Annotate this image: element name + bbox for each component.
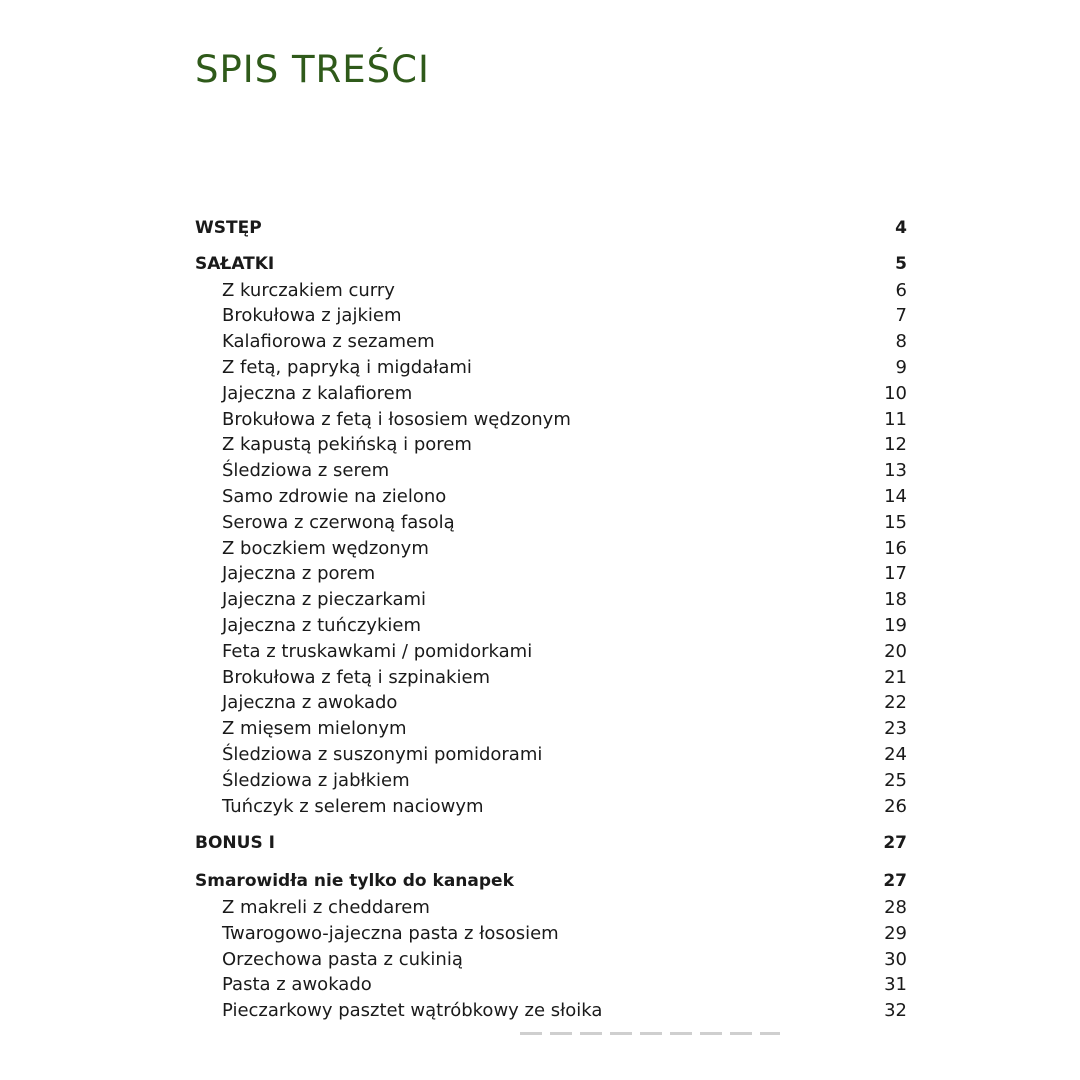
toc-spacer	[195, 857, 907, 869]
toc-entry[interactable]	[195, 613, 907, 639]
toc-page-number: 24	[884, 743, 907, 765]
toc-page-number: 27	[883, 871, 907, 892]
toc-entry[interactable]	[195, 278, 907, 304]
toc-section-entry[interactable]	[195, 216, 907, 242]
toc-entry[interactable]	[195, 303, 907, 329]
toc-section-entry[interactable]	[195, 869, 907, 895]
toc-page-number: 27	[883, 833, 907, 854]
toc-entry[interactable]	[195, 510, 907, 536]
toc-page-number: 12	[884, 434, 907, 456]
toc-entry[interactable]	[195, 484, 907, 510]
toc-entry[interactable]	[195, 536, 907, 562]
toc-page-number: 22	[884, 692, 907, 714]
toc-entry-label: Brokułowa z fetą i szpinakiem	[222, 666, 491, 688]
toc-section-entry[interactable]	[195, 252, 907, 278]
toc-entry[interactable]	[195, 794, 907, 820]
toc-page-number: 29	[884, 922, 907, 944]
toc-entry-label: Śledziowa z suszonymi pomidorami	[222, 743, 543, 765]
toc-entry[interactable]	[195, 458, 907, 484]
toc-entry-label: Jajeczna z porem	[222, 563, 376, 585]
toc-entry[interactable]	[195, 742, 907, 768]
toc-page-number: 20	[884, 640, 907, 662]
toc-entry[interactable]	[195, 998, 907, 1024]
toc-entry[interactable]	[195, 895, 907, 921]
toc-page-number: 10	[884, 382, 907, 404]
toc-entry[interactable]	[195, 947, 907, 973]
toc-page-number: 26	[884, 795, 907, 817]
toc-spacer	[195, 819, 907, 831]
toc-entry-label: BONUS I	[195, 833, 275, 854]
toc-entry[interactable]	[195, 639, 907, 665]
toc-entry-label: Jajeczna z awokado	[222, 692, 398, 714]
toc-page-number: 6	[895, 279, 907, 301]
toc-entry-label: Smarowidła nie tylko do kanapek	[195, 871, 514, 892]
toc-spacer	[195, 242, 907, 252]
toc-entry-label: Z makreli z cheddarem	[222, 896, 430, 918]
toc-entry-label: Z kurczakiem curry	[222, 279, 395, 301]
toc-entry-label: Pasta z awokado	[222, 974, 372, 996]
toc-page-number: 14	[884, 485, 907, 507]
toc-entry-label: Jajeczna z tuńczykiem	[222, 614, 421, 636]
toc-entry-label: Śledziowa z serem	[222, 460, 390, 482]
toc-page-number: 32	[884, 1000, 907, 1022]
toc-page-number: 25	[884, 769, 907, 791]
toc-page-number: 28	[884, 896, 907, 918]
toc-section-entry[interactable]	[195, 831, 907, 857]
toc-entry[interactable]	[195, 921, 907, 947]
toc-entry-label: Feta z truskawkami / pomidorkami	[222, 640, 533, 662]
toc-entry-label: Twarogowo-jajeczna pasta z łososiem	[222, 922, 559, 944]
toc-page-number: 11	[884, 408, 907, 430]
toc-entry-label: Brokułowa z fetą i łososiem wędzonym	[222, 408, 571, 430]
toc-page-number: 31	[884, 974, 907, 996]
toc-entry[interactable]	[195, 561, 907, 587]
toc-page-number: 8	[895, 331, 907, 353]
toc-page-number: 4	[895, 218, 907, 238]
toc-entry[interactable]	[195, 407, 907, 433]
toc-entry-label: Brokułowa z jajkiem	[222, 305, 402, 327]
toc-entry[interactable]	[195, 355, 907, 381]
toc-entry[interactable]	[195, 665, 907, 691]
toc-page-number: 30	[884, 948, 907, 970]
toc-entry[interactable]	[195, 972, 907, 998]
toc-entry[interactable]	[195, 381, 907, 407]
toc-entry-label: Tuńczyk z selerem naciowym	[222, 795, 484, 817]
toc-entry-label: WSTĘP	[195, 218, 262, 238]
toc-entry-label: SAŁATKI	[195, 253, 275, 274]
toc-entry-label: Jajeczna z pieczarkami	[222, 589, 427, 611]
toc-page-number: 17	[884, 563, 907, 585]
toc-page-number: 18	[884, 589, 907, 611]
toc-page-number: 7	[895, 305, 907, 327]
toc-page-number: 5	[895, 253, 907, 274]
toc-page-number: 16	[884, 537, 907, 559]
toc-page-number: 15	[884, 511, 907, 533]
toc-page-number: 23	[884, 718, 907, 740]
toc-entry-label: Pieczarkowy pasztet wątróbkowy ze słoika	[222, 1000, 603, 1022]
page-title: SPIS TREŚCI	[195, 48, 430, 91]
toc-page-number: 21	[884, 666, 907, 688]
table-of-contents	[195, 216, 907, 1024]
toc-entry-label: Orzechowa pasta z cukinią	[222, 948, 463, 970]
toc-entry-label: Śledziowa z jabłkiem	[222, 769, 410, 791]
toc-page-number: 19	[884, 614, 907, 636]
toc-entry[interactable]	[195, 768, 907, 794]
cut-off-text-fragment	[520, 1029, 780, 1037]
toc-page-number: 9	[895, 356, 907, 378]
toc-entry-label: Samo zdrowie na zielono	[222, 485, 447, 507]
toc-entry-label: Jajeczna z kalafiorem	[222, 382, 413, 404]
toc-entry-label: Z fetą, papryką i migdałami	[222, 356, 472, 378]
toc-entry-label: Z mięsem mielonym	[222, 718, 407, 740]
toc-entry[interactable]	[195, 587, 907, 613]
toc-entry-label: Serowa z czerwoną fasolą	[222, 511, 455, 533]
toc-page-number: 13	[884, 460, 907, 482]
toc-entry-label: Z boczkiem wędzonym	[222, 537, 429, 559]
toc-entry[interactable]	[195, 329, 907, 355]
toc-entry-label: Kalafiorowa z sezamem	[222, 331, 435, 353]
toc-entry-label: Z kapustą pekińską i porem	[222, 434, 472, 456]
toc-entry[interactable]	[195, 716, 907, 742]
toc-entry[interactable]	[195, 432, 907, 458]
toc-entry[interactable]	[195, 690, 907, 716]
